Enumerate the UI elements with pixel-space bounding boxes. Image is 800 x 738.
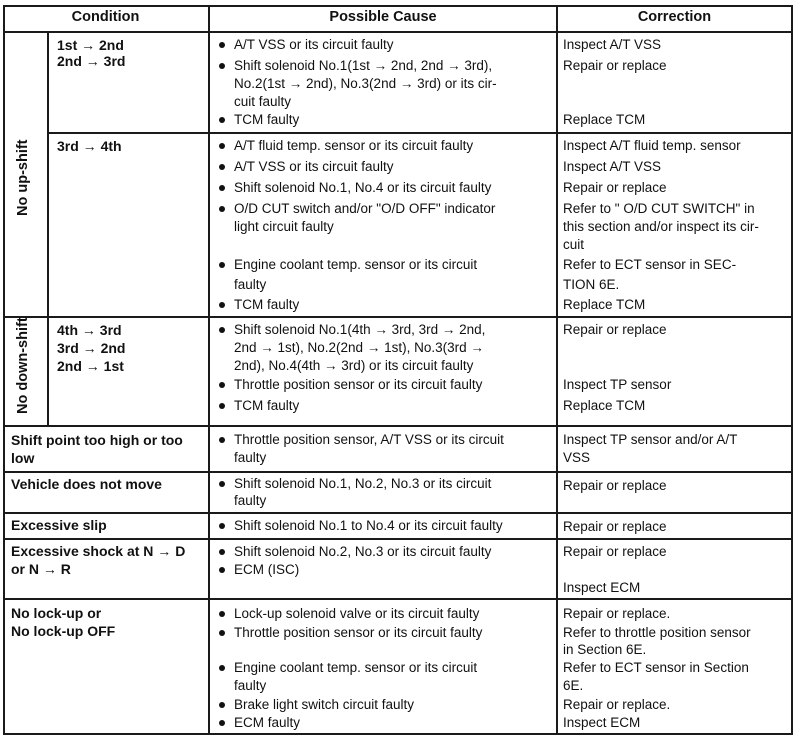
condition-line: Shift point too high or too [11,432,183,448]
condition-line: Excessive shock at N → D [11,543,186,559]
cause-item: A/T VSS or its circuit faulty [234,159,394,174]
cause-item: Shift solenoid No.2, No.3 or its circuit faulty [234,544,492,559]
cause-item: Throttle position sensor or its circuit faulty [234,377,483,392]
cause-item-cont: 2nd → 1st), No.2(2nd → 1st), No.3(3rd → [234,340,484,355]
cause-item: Throttle position sensor, A/T VSS or its circuit [234,432,504,447]
cause-item-cont: faulty [234,678,267,693]
group-divider [47,31,49,426]
correction-item: Refer to ECT sensor in Section [563,660,749,675]
cause-item: Throttle position sensor or its circuit faulty [234,625,483,640]
correction-item-cont: 6E. [563,678,584,693]
condition-line: 3rd → 4th [57,138,122,154]
correction-item: Inspect TP sensor [563,377,672,392]
condition-line: Vehicle does not move [11,476,162,492]
row-divider [47,132,793,134]
cause-item-cont: faulty [234,450,267,465]
cause-item-cont: cuit faulty [234,94,292,109]
correction-item: Refer to " O/D CUT SWITCH" in [563,201,755,216]
cause-item: ECM faulty [234,715,301,730]
cause-item: Shift solenoid No.1 to No.4 or its circuit faulty [234,518,503,533]
condition-line: No lock-up OFF [11,623,116,639]
correction-item: Inspect TP sensor and/or A/T [563,432,738,447]
cause-item: Shift solenoid No.1, No.2, No.3 or its circuit [234,476,492,491]
row-divider [3,471,793,473]
table-border-bottom [3,733,793,735]
correction-item-cont: in Section 6E. [563,642,647,657]
correction-item: Repair or replace [563,478,667,493]
cause-item: A/T fluid temp. sensor or its circuit faulty [234,138,474,153]
group-label-no-upshift: No up-shift [15,139,31,216]
condition-line: low [11,450,35,466]
row-divider [3,598,793,600]
correction-item: Repair or replace [563,180,667,195]
correction-item: Repair or replace [563,58,667,73]
correction-item: Repair or replace. [563,606,671,621]
correction-item: Inspect A/T VSS [563,37,662,52]
correction-item-cont: this section and/or inspect its cir- [563,219,759,234]
cause-item: Lock-up solenoid valve or its circuit faulty [234,606,480,621]
column-divider [208,5,210,735]
correction-item-cont: VSS [563,450,591,465]
condition-line: Excessive slip [11,517,107,533]
condition-line: 2nd → 3rd [57,53,126,69]
cause-item: ECM (ISC) [234,562,300,577]
correction-item: Refer to ECT sensor in SEC- [563,257,737,272]
correction-item-cont: TION 6E. [563,277,620,292]
correction-item: Replace TCM [563,112,646,127]
correction-item: Repair or replace. [563,697,671,712]
correction-item: Inspect A/T VSS [563,159,662,174]
row-divider [3,316,793,318]
condition-line: No lock-up or [11,605,102,621]
correction-item: Repair or replace [563,322,667,337]
cause-item: Shift solenoid No.1(4th → 3rd, 3rd → 2nd, [234,322,486,337]
correction-item: Inspect ECM [563,715,641,730]
cause-item: TCM faulty [234,297,300,312]
cause-item-cont: faulty [234,493,267,508]
header-condition: Condition [71,9,140,25]
cause-item: Brake light switch circuit faulty [234,697,415,712]
condition-line: 2nd → 1st [57,358,124,374]
condition-line: or N → R [11,561,71,577]
table-border-top [3,5,793,7]
cause-item: Shift solenoid No.1(1st → 2nd, 2nd → 3rd), [234,58,493,73]
cause-item-cont: light circuit faulty [234,219,334,234]
cause-item: TCM faulty [234,398,300,413]
correction-item: Repair or replace [563,544,667,559]
row-divider [3,512,793,514]
condition-line: 1st → 2nd [57,37,124,53]
correction-item-cont: cuit [563,237,585,252]
cause-item: A/T VSS or its circuit faulty [234,37,394,52]
cause-item: TCM faulty [234,112,300,127]
cause-item: Engine coolant temp. sensor or its circuit [234,660,478,675]
condition-line: 3rd → 2nd [57,340,126,356]
cause-item-cont: 2nd), No.4(4th → 3rd) or its circuit faulty [234,358,474,373]
header-possible-cause: Possible Cause [329,9,437,25]
header-correction: Correction [637,9,712,25]
cause-item: Engine coolant temp. sensor or its circuit [234,257,478,272]
correction-item: Inspect ECM [563,580,641,595]
cause-item-cont: No.2(1st → 2nd), No.3(2nd → 3rd) or its cir- [234,76,497,91]
table-border-left [3,5,5,735]
correction-item: Refer to throttle position sensor [563,625,751,640]
column-divider [556,5,558,735]
row-divider [3,538,793,540]
cause-item: Shift solenoid No.1, No.4 or its circuit faulty [234,180,492,195]
table-border-right [791,5,793,735]
correction-item: Inspect A/T fluid temp. sensor [563,138,741,153]
cause-item-cont: faulty [234,277,267,292]
condition-line: 4th → 3rd [57,322,122,338]
group-label-no-downshift: No down-shift [15,317,31,414]
correction-item: Repair or replace [563,519,667,534]
row-divider [3,425,793,427]
header-divider [3,31,793,33]
correction-item: Replace TCM [563,398,646,413]
correction-item: Replace TCM [563,297,646,312]
cause-item: O/D CUT switch and/or "O/D OFF" indicator [234,201,496,216]
